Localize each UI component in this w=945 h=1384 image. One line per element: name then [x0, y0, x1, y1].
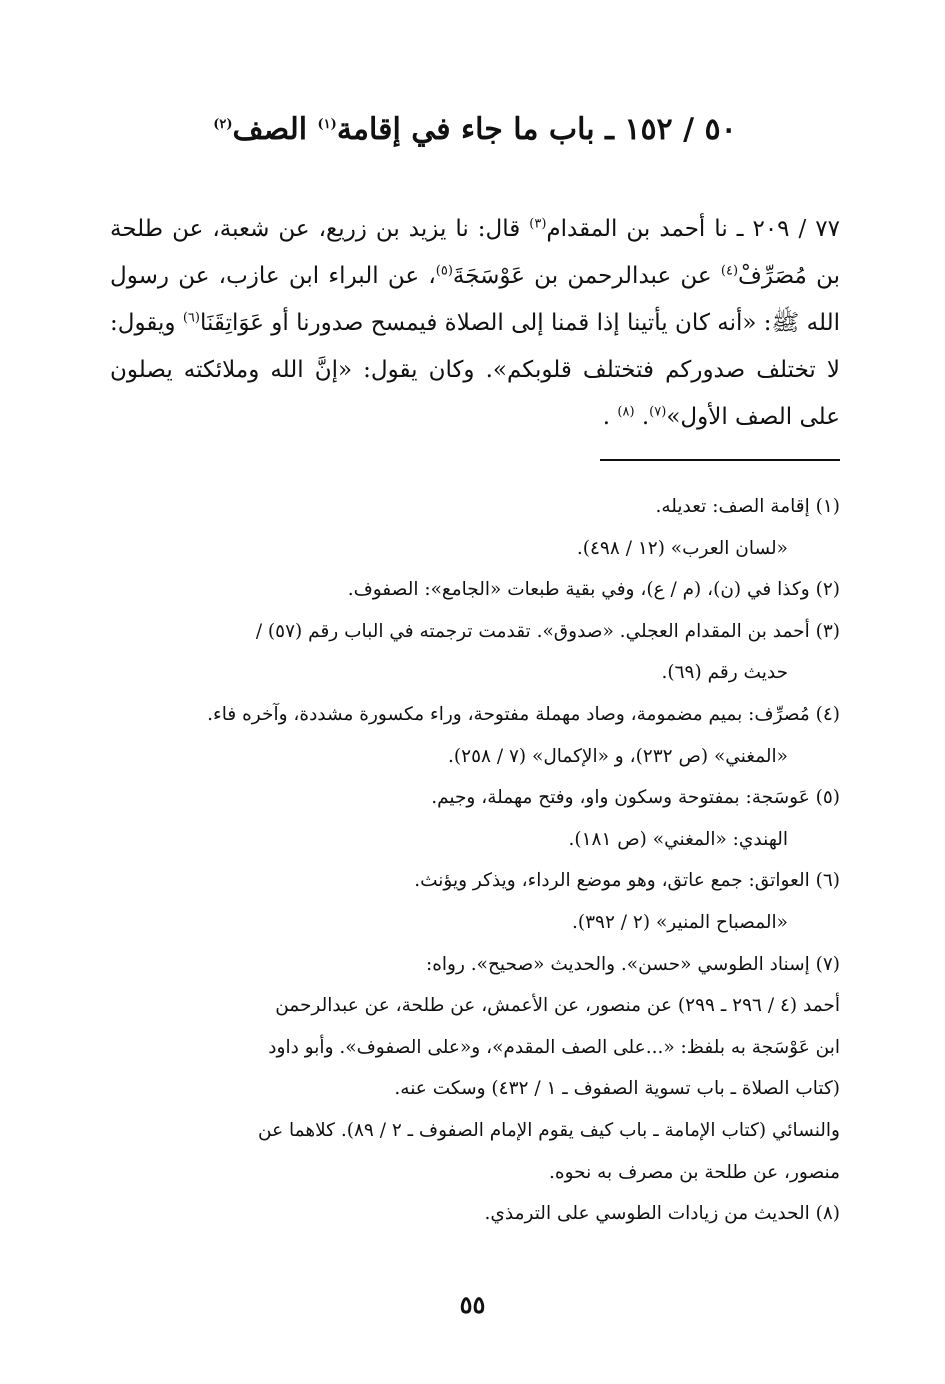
footnote-4-source: «المغني» (ص ٢٣٢)، و «الإكمال» (٧ / ٢٥٨).	[448, 745, 788, 767]
footnote-ref-3[interactable]: (٣)	[529, 216, 547, 232]
footnote-3-cont: حديث رقم (٦٩).	[661, 662, 788, 684]
footnote-5: (٥) عَوسَجة: بمفتوحة وسكون واو، وفتح مهملة، وجيم.	[431, 787, 840, 809]
hadith-segment: قال: نا يزيد بن زريع، عن شعبة، عن طلحة بن مُصَرِّفْ	[110, 216, 840, 289]
hadith-text	[110, 206, 840, 441]
footnote-separator	[600, 459, 840, 461]
hadith-segment: .	[634, 404, 650, 430]
footnote-7: (٧) إسناد الطوسي «حسن». والحديث «صحيح». رواه:	[425, 953, 840, 975]
footnote-1-source: «لسان العرب» (١٢ / ٤٩٨).	[576, 537, 788, 559]
footnote-6-source: «المصباح المنير» (٢ / ٣٩٢).	[572, 911, 788, 933]
footnotes	[110, 486, 840, 1235]
heading-word: الصف	[232, 112, 318, 147]
hadith-segment: ويقول: لا تختلف صدوركم فتختلف قلوبكم». وكان يقول: «إنَّ الله وملائكته يصلون على الصف الأول»	[110, 310, 840, 430]
footnote-ref-7[interactable]: (٧)	[649, 404, 667, 420]
footnote-3: (٣) أحمد بن المقدام العجلي. «صدوق». تقدمت ترجمته في الباب رقم (٥٧) /	[255, 620, 840, 642]
footnote-7-cont: (كتاب الصلاة ـ باب تسوية الصفوف ـ ١ / ٤٣٢) وسكت عنه.	[394, 1078, 840, 1100]
hadith-paragraph	[110, 206, 840, 441]
heading-text: ٥٠ / ١٥٢ ـ باب ما جاء في إقامة	[336, 112, 737, 147]
footnote-7-cont: أحمد (٤ / ٢٩٦ ـ ٢٩٩) عن منصور، عن الأعمش، عن طلحة، عن عبدالرحمن	[275, 995, 840, 1017]
footnote-5-source: الهندي: «المغني» (ص ١٨١).	[568, 828, 788, 850]
footnote-7-cont: منصور، عن طلحة بن مصرف به نحوه.	[549, 1161, 840, 1183]
hadith-segment: ، عن البراء ابن عازب، عن رسول الله ﷺ: «أنه كان يأتينا إذا قمنا إلى الصلاة فيمسح صدورنا أو عَوَاتِقَنَا	[110, 263, 841, 336]
chapter-heading	[110, 100, 840, 160]
footnote-1: (١) إقامة الصف: تعديله.	[655, 496, 840, 517]
footnote-6: (٦) العواتق: جمع عاتق، وهو موضع الرداء، ويذكر ويؤنث.	[414, 870, 840, 892]
footnote-ref-8[interactable]: (٨)	[617, 404, 635, 420]
hadith-segment: عن عبدالرحمن بن عَوْسَجَةَ	[452, 263, 721, 289]
footnote-ref-5[interactable]: (٥)	[435, 263, 453, 279]
footnote-ref-2[interactable]: (٢)	[213, 117, 233, 132]
footnote-7-cont: والنسائي (كتاب الإمامة ـ باب كيف يقوم الإمام الصفوف ـ ٢ / ٨٩). كلاهما عن	[258, 1119, 840, 1141]
footnote-7-cont: ابن عَوْسَجة به بلفظ: «...على الصف المقدم»، و«على الصفوف». وأبو داود	[268, 1036, 840, 1058]
footnote-4: (٤) مُصرِّف: بميم مضمومة، وصاد مهملة مفتوحة، وراء مكسورة مشددة، وآخره فاء.	[207, 703, 840, 725]
footnote-8: (٨) الحديث من زيادات الطوسي على الترمذي.	[484, 1203, 840, 1225]
footnote-2: (٢) وكذا في (ن)، (م / ع)، وفي بقية طبعات «الجامع»: الصفوف.	[347, 579, 840, 601]
hadith-segment: ٧٧ / ٢٠٩ ـ نا أحمد بن المقدام	[546, 216, 840, 242]
footnote-ref-6[interactable]: (٦)	[182, 310, 200, 326]
hadith-segment: .	[602, 404, 618, 430]
page-number: ٥٥	[459, 1290, 486, 1319]
footnote-ref-4[interactable]: (٤)	[720, 263, 739, 279]
footnote-ref-1[interactable]: (١)	[317, 117, 337, 132]
